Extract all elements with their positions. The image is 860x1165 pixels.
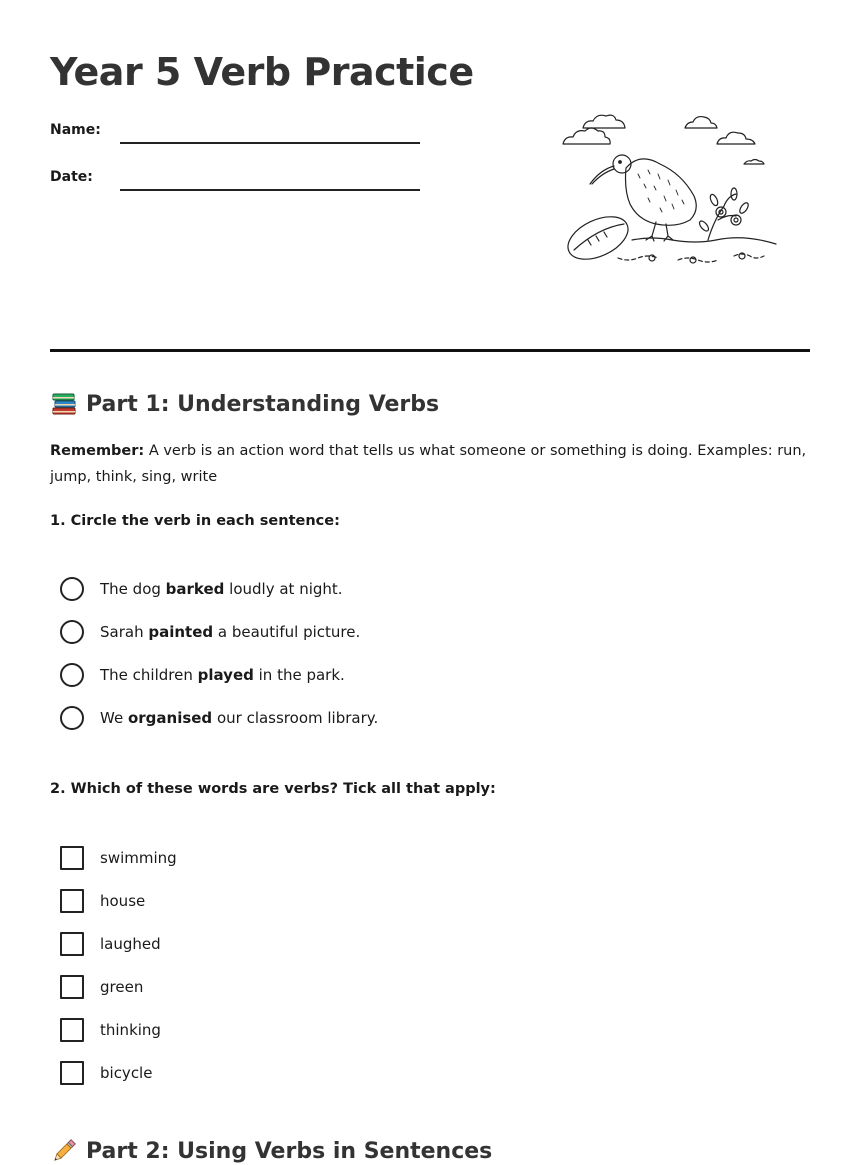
sentence-text: The dog barked loudly at night. [100, 579, 343, 598]
sentence-text: Sarah painted a beautiful picture. [100, 622, 361, 641]
header-divider [50, 349, 810, 352]
question-2-prompt: 2. Which of these words are verbs? Tick all that apply: [50, 781, 496, 797]
checkbox[interactable] [60, 889, 84, 913]
question-2-options [60, 836, 177, 1094]
circle-option[interactable] [60, 620, 84, 644]
question-1-prompt: 1. Circle the verb in each sentence: [50, 513, 340, 529]
part1-heading [50, 390, 439, 418]
date-field [50, 169, 470, 199]
circle-option[interactable] [60, 577, 84, 601]
circle-option[interactable] [60, 706, 84, 730]
list-item [60, 653, 378, 696]
name-line[interactable] [120, 142, 420, 144]
books-icon [50, 390, 78, 418]
checkbox[interactable] [60, 1018, 84, 1042]
circle-option[interactable] [60, 663, 84, 687]
list-item [60, 879, 177, 922]
list-item [60, 922, 177, 965]
part2-heading-text: Part 2: Using Verbs in Sentences [86, 1138, 493, 1164]
word-label: swimming [100, 848, 177, 867]
kiwi-illustration [558, 100, 783, 270]
sentence-text: We organised our classroom library. [100, 708, 379, 727]
remember-label: Remember: [50, 443, 145, 459]
word-label: laughed [100, 934, 161, 953]
date-line[interactable] [120, 189, 420, 191]
name-label: Name: [50, 122, 101, 138]
verb-word: painted [148, 622, 214, 641]
checkbox[interactable] [60, 1061, 84, 1085]
name-field [50, 122, 470, 152]
list-item [60, 567, 378, 610]
remember-text: A verb is an action word that tells us what someone or something is doing. Examples: run, jump, think, sing, write [50, 443, 807, 485]
word-label: house [100, 891, 146, 910]
checkbox[interactable] [60, 975, 84, 999]
part1-heading-text: Part 1: Understanding Verbs [86, 391, 440, 417]
list-item [60, 836, 177, 879]
checkbox[interactable] [60, 932, 84, 956]
sentence-text: The children played in the park. [100, 665, 345, 684]
date-label: Date: [50, 169, 93, 185]
word-label: thinking [100, 1020, 161, 1039]
list-item [60, 1051, 177, 1094]
verb-word: organised [127, 708, 213, 727]
verb-word: played [197, 665, 254, 684]
page-title: Year 5 Verb Practice [50, 50, 474, 94]
question-1-options [60, 567, 378, 739]
list-item [60, 1008, 177, 1051]
verb-word: barked [165, 579, 225, 598]
list-item [60, 696, 378, 739]
list-item [60, 610, 378, 653]
remember-note [50, 438, 810, 490]
checkbox[interactable] [60, 846, 84, 870]
list-item [60, 965, 177, 1008]
word-label: bicycle [100, 1063, 153, 1082]
word-label: green [100, 977, 144, 996]
